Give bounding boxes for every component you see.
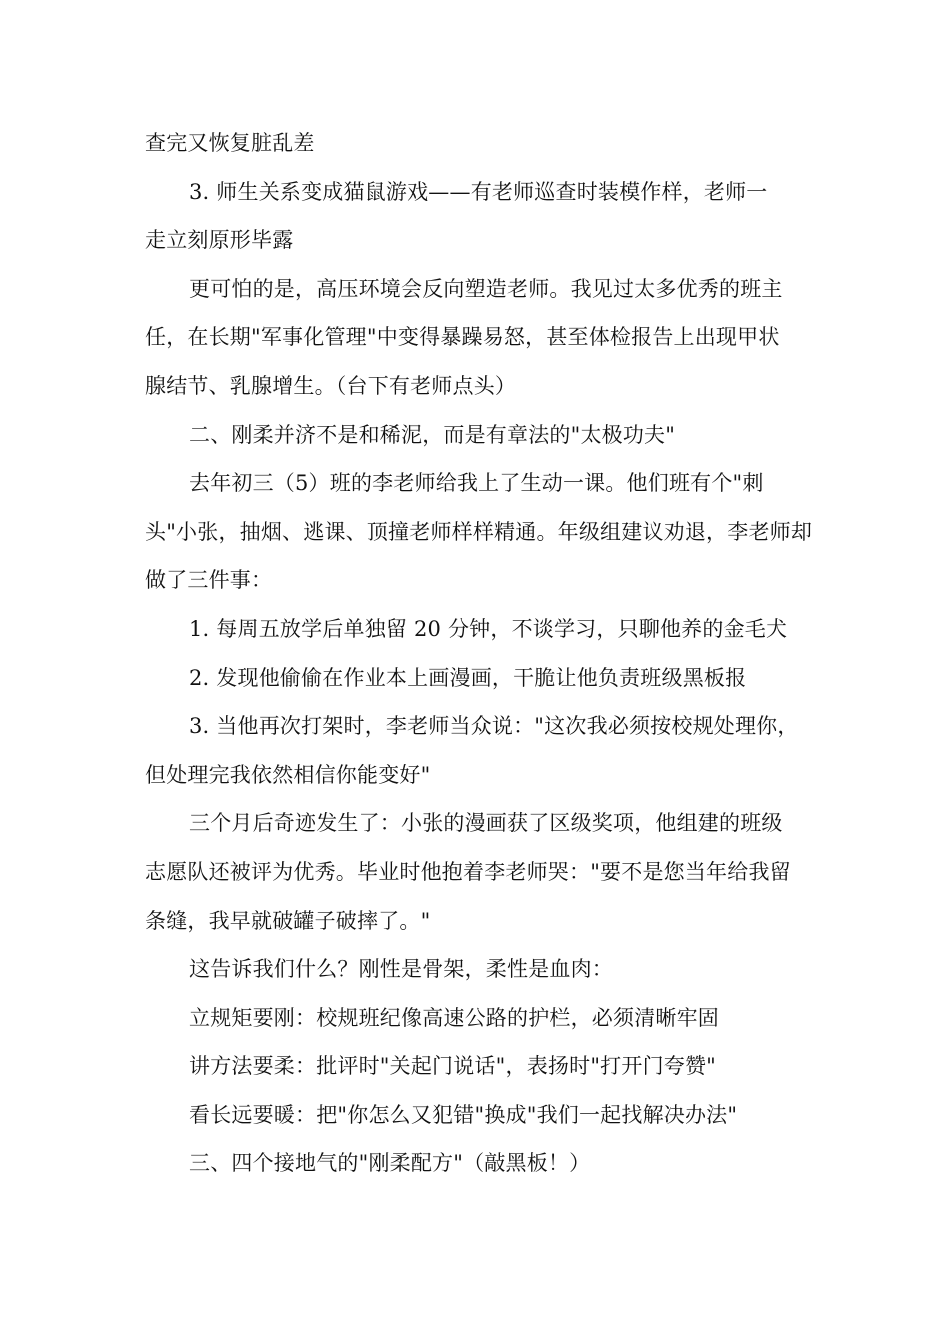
paragraph-line: 去年初三（5）班的李老师给我上了生动一课。他们班有个"刺 — [189, 471, 764, 496]
list-item-line: 3. 当他再次打架时，李老师当众说："这次我必须按校规处理你， — [189, 714, 799, 739]
section-heading: 三、四个接地气的"刚柔配方"（敲黑板！） — [189, 1151, 591, 1176]
list-item-line: 2. 发现他偷偷在作业本上画漫画，干脆让他负责班级黑板报 — [189, 665, 747, 690]
paragraph-line: 这告诉我们什么？刚性是骨架，柔性是血肉： — [189, 957, 613, 982]
paragraph-line: 但处理完我依然相信你能变好" — [145, 762, 431, 787]
paragraph-line: 更可怕的是，高压环境会反向塑造老师。我见过太多优秀的班主 — [189, 276, 783, 301]
paragraph-line: 任，在长期"军事化管理"中变得暴躁易怒，甚至体检报告上出现甲状 — [145, 325, 780, 350]
paragraph-line: 做了三件事： — [145, 568, 273, 593]
paragraph-line: 讲方法要柔：批评时"关起门说话"，表扬时"打开门夸赞" — [189, 1054, 717, 1079]
paragraph-line: 查完又恢复脏乱差 — [145, 131, 315, 155]
section-heading: 二、刚柔并济不是和稀泥，而是有章法的"太极功夫" — [189, 422, 676, 447]
paragraph-line: 立规矩要刚：校规班纪像高速公路的护栏，必须清晰牢固 — [189, 1005, 719, 1030]
list-item-line: 1. 每周五放学后单独留 20 分钟，不谈学习，只聊他养的金毛犬 — [189, 616, 788, 641]
paragraph-line: 看长远要暖：把"你怎么又犯错"换成"我们一起找解决办法" — [189, 1102, 738, 1127]
paragraph-line: 腺结节、乳腺增生。（台下有老师点头） — [145, 373, 517, 398]
paragraph-line: 三个月后奇迹发生了：小张的漫画获了区级奖项，他组建的班级 — [189, 811, 783, 836]
document-page — [145, 119, 813, 1188]
paragraph-line: 志愿队还被评为优秀。毕业时他抱着李老师哭："要不是您当年给我留 — [145, 859, 791, 884]
paragraph-line: 头"小张，抽烟、逃课、顶撞老师样样精通。年级组建议劝退，李老师却 — [145, 519, 813, 544]
paragraph-line: 走立刻原形毕露 — [145, 228, 294, 253]
paragraph-line: 条缝，我早就破罐子破摔了。" — [145, 908, 431, 933]
list-item-line: 3. 师生关系变成猫鼠游戏——有老师巡查时装模作样，老师一 — [189, 179, 768, 204]
